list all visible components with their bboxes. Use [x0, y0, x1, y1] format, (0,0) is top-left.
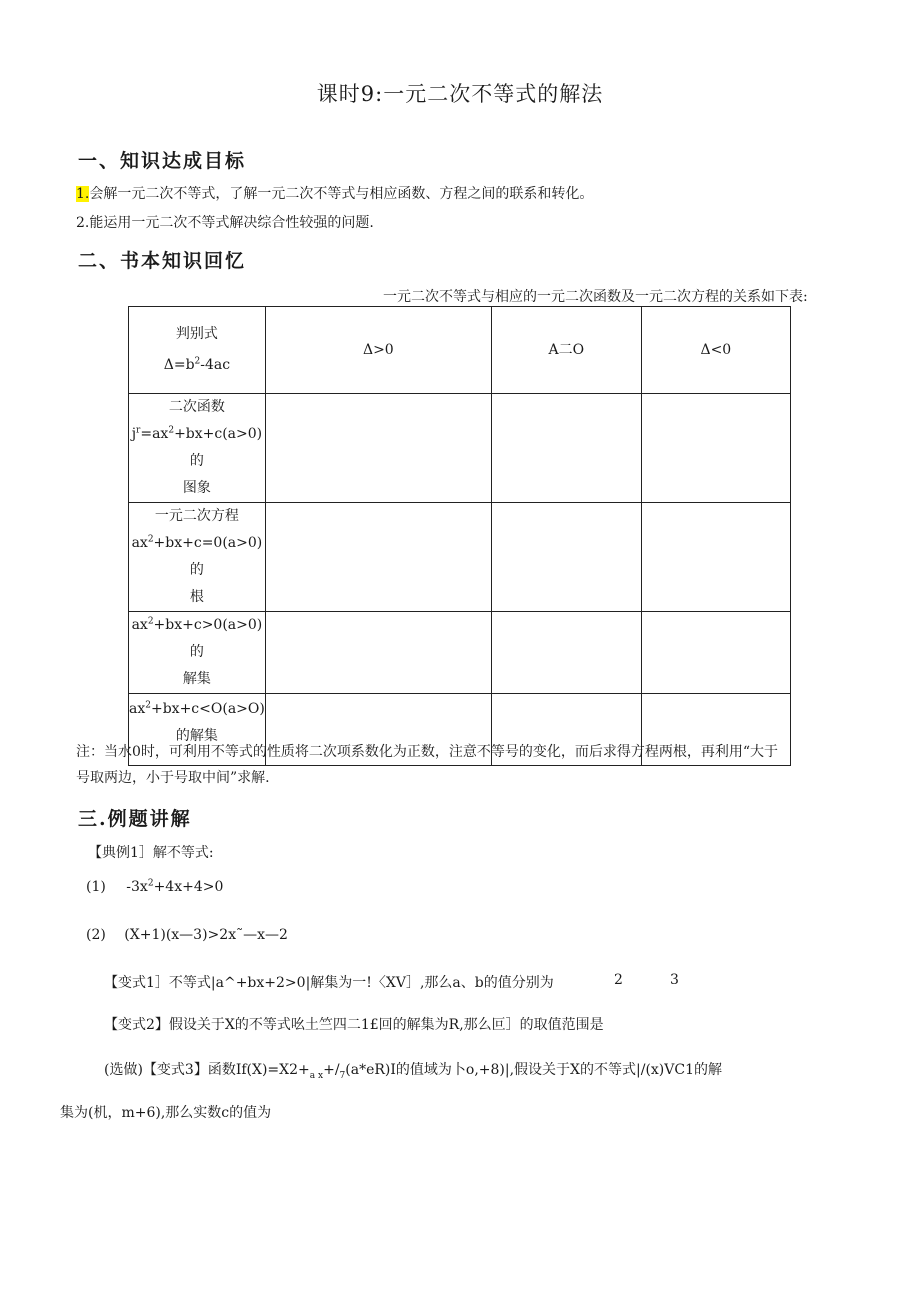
discriminant-label-cell [129, 307, 266, 394]
goal-item-1 [76, 183, 593, 203]
header-delta-negative: Δ<0 [641, 307, 790, 394]
variant-2: 【变式2】假设关于X的不等式吆土竺四二1£回的解集为R,那么叵］的取值范围是 [104, 1017, 604, 1033]
table-row-discriminant [129, 307, 791, 394]
question-1-number: (1) [86, 879, 106, 895]
discriminant-formula: $\Delta=b^2-4ac$ [163, 356, 231, 373]
goal-item-2: 2.能运用一元二次不等式解决综合性较强的问题. [76, 215, 374, 231]
header-delta-positive: Δ>0 [265, 307, 491, 394]
table-row-solution-gt [129, 612, 791, 694]
section-3-heading: 三.例题讲解 [78, 808, 192, 830]
solution-gt-label: $ax^2+bx+c>0(a>0)$的 解集 [129, 612, 266, 694]
table-cell-blank [641, 394, 790, 503]
table-cell-blank [641, 503, 790, 612]
goal-item-1-text: 会解一元二次不等式，了解一元二次不等式与相应函数、方程之间的联系和转化。 [89, 186, 594, 202]
variant-3-line-2: 集为(机，m+6),那么实数c的值为 [60, 1105, 272, 1121]
table-cell-blank [265, 394, 491, 503]
example-1-title: 【典例1］解不等式: [88, 845, 214, 861]
section-1-heading: 一、知识达成目标 [78, 150, 247, 172]
table-cell-blank [265, 612, 491, 694]
variant-1-answer-b: 3 [670, 972, 679, 988]
solution-lt-label: $ax^2+bx+c<O(a>O)$ 的解集 [129, 694, 266, 766]
discriminant-label: 判别式 [175, 326, 218, 342]
table-row-equation-roots [129, 503, 791, 612]
variant-3-line-1: (选做)【变式3】函数$If(X)=X2+_{a x}+/_7(a*eR)I$的值域为卜o,+8)|,假设关于X的不等式|/(x)VC1的解 [104, 1062, 723, 1081]
table-cell-blank [491, 503, 641, 612]
relation-table [128, 306, 791, 766]
header-delta-zero: A二O [491, 307, 641, 394]
question-2-number: (2) [86, 927, 106, 943]
section-2-heading: 二、书本知识回忆 [78, 250, 247, 272]
note-line-2: 号取两边，小于号取中间”求解. [76, 770, 270, 786]
table-caption: 一元二次不等式与相应的一元二次函数及一元二次方程的关系如下表: [383, 289, 808, 305]
table-row-function-graph [129, 394, 791, 503]
variant-1-answer-a: 2 [614, 972, 623, 988]
variant-1: 【变式1］不等式|a^+bx+2>0|解集为一!〈XV］,那么a、b的值分别为 [104, 975, 554, 991]
question-1 [86, 879, 223, 895]
question-2-expression: (X+1)(x—3)>2x˜—x—2 [124, 927, 288, 943]
table-cell-blank [491, 394, 641, 503]
table-cell-blank [641, 612, 790, 694]
function-graph-label: 二次函数 $j^r=ax^2+bx+c(a>0)$的 图象 [129, 394, 266, 503]
question-1-expression: $-3x^2+4x+4>0$ [126, 878, 224, 895]
table-cell-blank [265, 503, 491, 612]
page-title: 课时9:一元二次不等式的解法 [316, 82, 604, 106]
table-cell-blank [491, 612, 641, 694]
note-line-1: 注：当水0时，可利用不等式的性质将二次项系数化为正数，注意不等号的变化，而后求得方程两根，再利用“大于 [76, 744, 779, 760]
goal-item-1-number: 1. [76, 186, 90, 202]
equation-roots-label: 一元二次方程 $ax^2+bx+c=0(a>0)$的 根 [129, 503, 266, 612]
question-2 [86, 927, 288, 943]
